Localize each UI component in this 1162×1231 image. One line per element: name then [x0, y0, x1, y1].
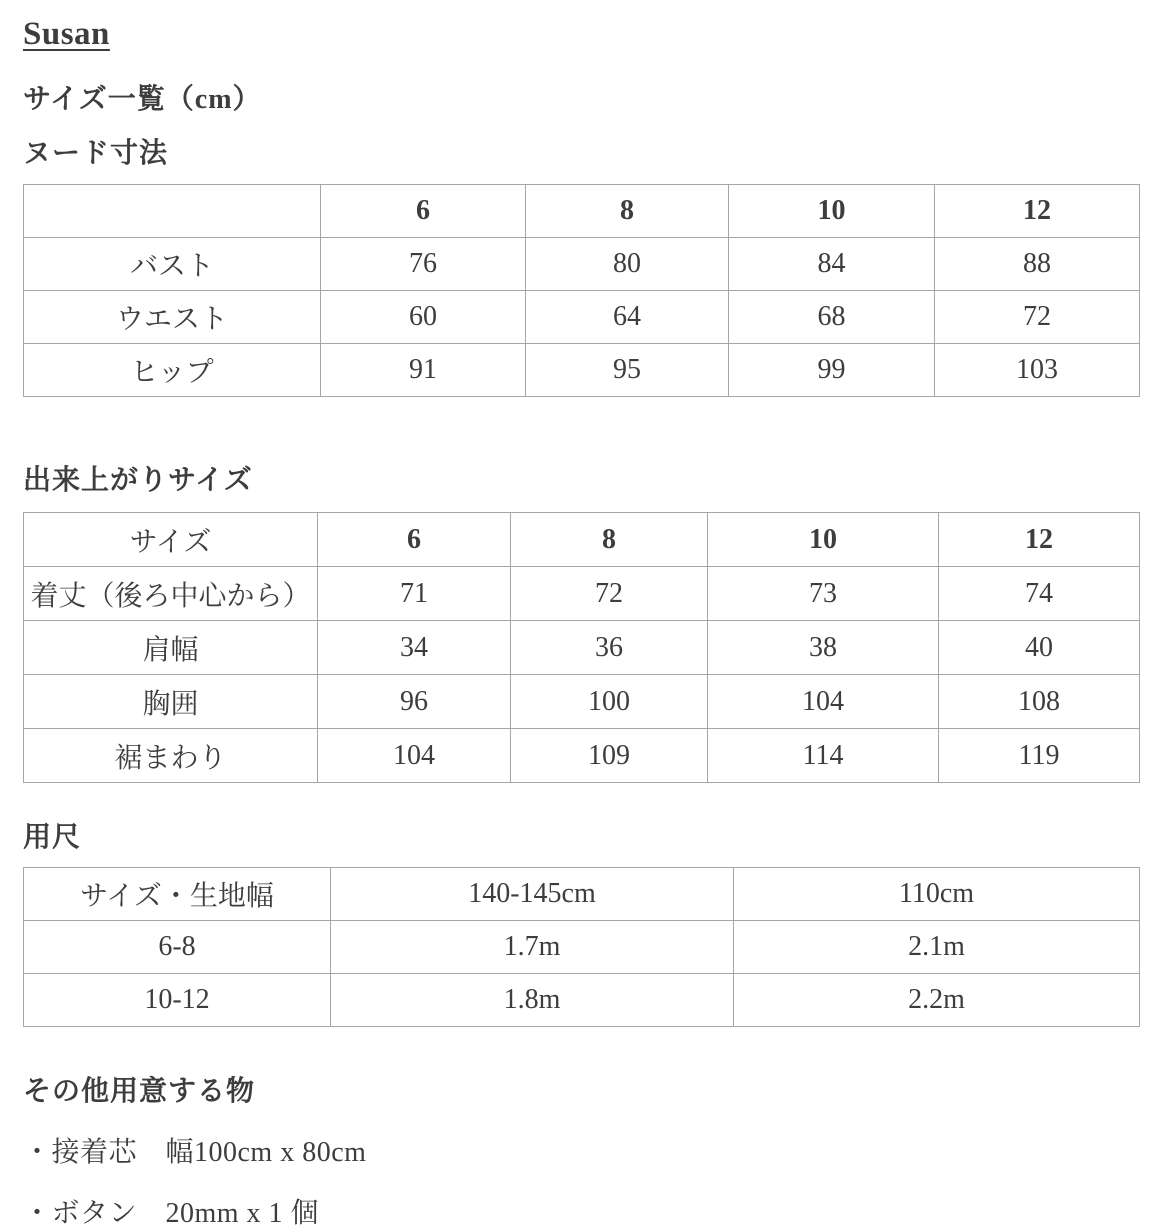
value-cell: 96 — [318, 675, 511, 729]
row-label-cell: 肩幅 — [24, 621, 318, 675]
value-cell: 40 — [939, 621, 1140, 675]
finished-size-heading: 出来上がりサイズ — [23, 465, 253, 496]
value-cell: 114 — [708, 729, 939, 783]
finished-size-table — [23, 512, 1140, 783]
header-cell-size-10: 10 — [729, 185, 935, 238]
value-cell: 64 — [526, 291, 729, 344]
value-cell: 68 — [729, 291, 935, 344]
value-cell: 104 — [708, 675, 939, 729]
nude-measurements-heading: ヌード寸法 — [23, 138, 169, 169]
table-row-shoulder-width — [24, 621, 1140, 675]
value-cell: 95 — [526, 344, 729, 397]
size-list-heading: サイズ一覧（cm） — [23, 84, 262, 115]
header-cell-size-10: 10 — [708, 513, 939, 567]
value-cell: 1.8m — [331, 974, 734, 1027]
nude-measurements-table — [23, 184, 1140, 397]
table-header-row — [24, 868, 1140, 921]
value-cell: 34 — [318, 621, 511, 675]
table-row-hem — [24, 729, 1140, 783]
value-cell: 84 — [729, 238, 935, 291]
value-cell: 108 — [939, 675, 1140, 729]
row-label-cell: 着丈（後ろ中心から） — [24, 567, 318, 621]
value-cell: 76 — [321, 238, 526, 291]
value-cell: 60 — [321, 291, 526, 344]
value-cell: 73 — [708, 567, 939, 621]
table-row-bust — [24, 238, 1140, 291]
value-cell: 119 — [939, 729, 1140, 783]
header-cell-size-6: 6 — [321, 185, 526, 238]
value-cell: 99 — [729, 344, 935, 397]
row-label-cell: 胸囲 — [24, 675, 318, 729]
value-cell: 104 — [318, 729, 511, 783]
value-cell: 72 — [935, 291, 1140, 344]
value-cell: 72 — [511, 567, 708, 621]
notions-heading: その他用意する物 — [23, 1076, 256, 1107]
table-row-waist — [24, 291, 1140, 344]
table-row-body-length — [24, 567, 1140, 621]
value-cell: 38 — [708, 621, 939, 675]
header-cell-empty — [24, 185, 321, 238]
value-cell: 109 — [511, 729, 708, 783]
value-cell: 2.2m — [734, 974, 1140, 1027]
value-cell: 1.7m — [331, 921, 734, 974]
value-cell: 100 — [511, 675, 708, 729]
header-cell-size-label: サイズ — [24, 513, 318, 567]
table-row-size-6-8 — [24, 921, 1140, 974]
value-cell: 71 — [318, 567, 511, 621]
notion-item-button: ・ボタン 20mm x 1 個 — [23, 1198, 320, 1229]
value-cell: 2.1m — [734, 921, 1140, 974]
table-header-row — [24, 513, 1140, 567]
row-label-cell: ウエスト — [24, 291, 321, 344]
value-cell: 36 — [511, 621, 708, 675]
value-cell: 74 — [939, 567, 1140, 621]
notion-item-interfacing: ・接着芯 幅100cm x 80cm — [23, 1137, 367, 1168]
value-cell: 103 — [935, 344, 1140, 397]
header-cell-width-140-145: 140-145cm — [331, 868, 734, 921]
yardage-heading: 用尺 — [23, 822, 82, 853]
row-label-cell: バスト — [24, 238, 321, 291]
value-cell: 80 — [526, 238, 729, 291]
header-cell-size-fabric-width: サイズ・生地幅 — [24, 868, 331, 921]
row-label-cell: 10-12 — [24, 974, 331, 1027]
row-label-cell: ヒップ — [24, 344, 321, 397]
table-row-size-10-12 — [24, 974, 1140, 1027]
yardage-table — [23, 867, 1140, 1027]
row-label-cell: 6-8 — [24, 921, 331, 974]
header-cell-size-6: 6 — [318, 513, 511, 567]
value-cell: 88 — [935, 238, 1140, 291]
table-row-hip — [24, 344, 1140, 397]
header-cell-size-8: 8 — [511, 513, 708, 567]
table-header-row — [24, 185, 1140, 238]
header-cell-size-12: 12 — [939, 513, 1140, 567]
header-cell-size-8: 8 — [526, 185, 729, 238]
header-cell-size-12: 12 — [935, 185, 1140, 238]
value-cell: 91 — [321, 344, 526, 397]
header-cell-width-110: 110cm — [734, 868, 1140, 921]
pattern-title: Susan — [23, 16, 110, 52]
row-label-cell: 裾まわり — [24, 729, 318, 783]
table-row-chest — [24, 675, 1140, 729]
